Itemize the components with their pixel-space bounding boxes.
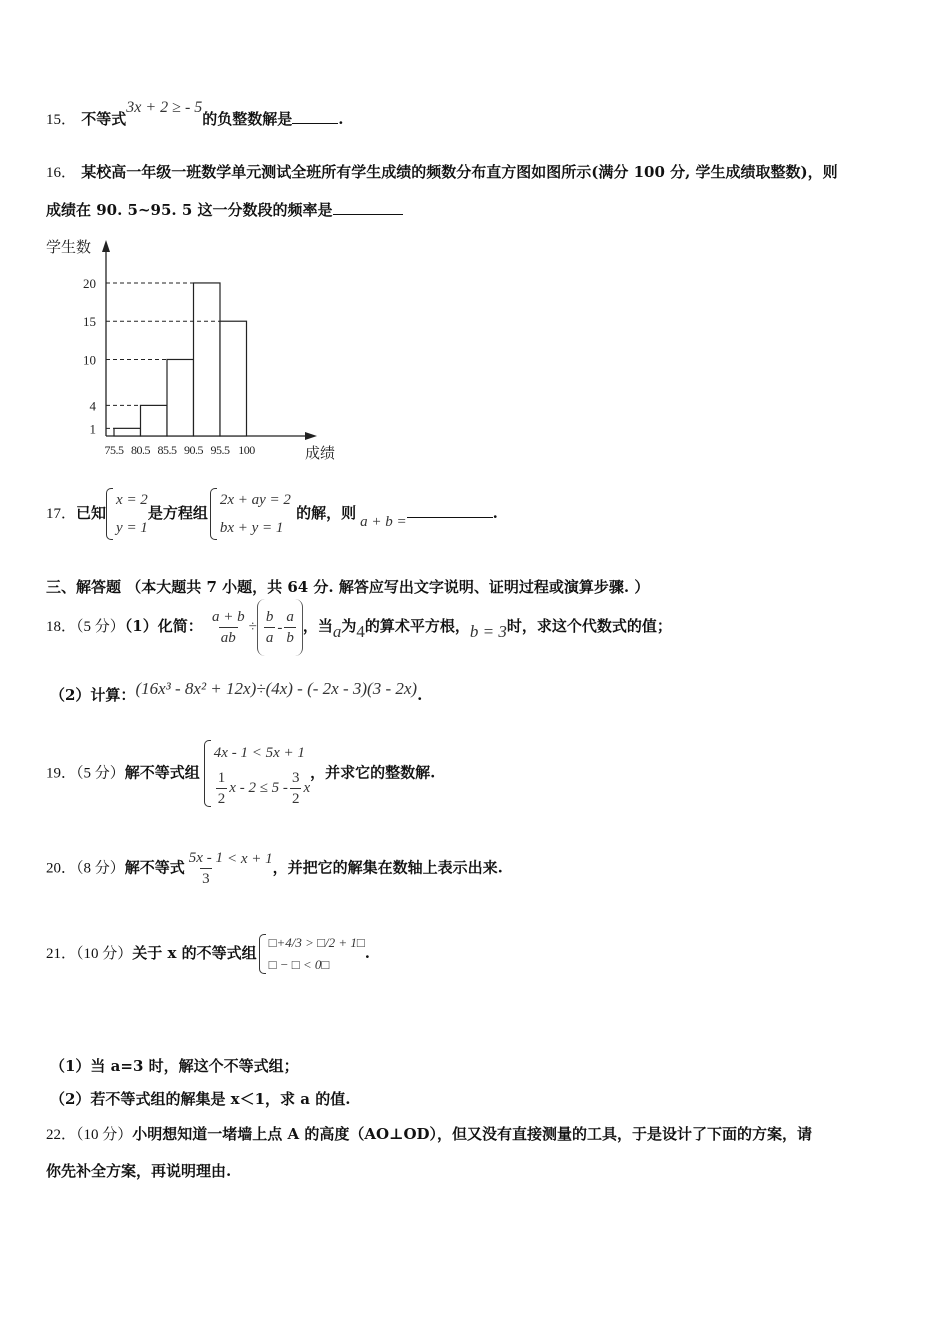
question-text: 某校高一年级一班数学单元测试全班所有学生成绩的频数分布直方图如图所示(满分 100 分, 学生成绩取整数)，则 <box>81 163 838 181</box>
question-21-sub1: （1）当 a=3 时，解这个不等式组； <box>50 1057 299 1075</box>
denominator: ab <box>219 627 238 648</box>
question-text: 解不等式组 <box>124 763 200 782</box>
question-number: 17． <box>46 506 77 522</box>
x-tick-label: 75.5 <box>104 443 124 457</box>
question-21-sub2: （2）若不等式组的解集是 x＜1，求 a 的值. <box>50 1090 351 1108</box>
points: （10 分） <box>76 946 133 962</box>
numerator: b <box>265 609 274 625</box>
question-19 <box>46 738 435 809</box>
histogram-bar <box>114 428 141 436</box>
question-16-line1 <box>46 161 838 182</box>
points: （5 分） <box>76 619 125 635</box>
fraction-5x-minus-1-over-3 <box>187 848 225 889</box>
denominator: 2 <box>216 788 228 809</box>
inequality-1: 4x - 1 < 5x + 1 <box>213 745 305 761</box>
question-text: 不等式 <box>81 110 127 128</box>
question-text: 已知 <box>76 504 107 522</box>
sum-expression: a + b = <box>360 514 407 530</box>
numerator: a <box>286 609 294 625</box>
answer-blank <box>407 503 493 518</box>
question-18-part1 <box>46 598 672 656</box>
answer-blank <box>292 109 338 124</box>
points: （8 分） <box>76 860 125 877</box>
period: . <box>338 110 344 128</box>
b-equals-3: b = 3 <box>469 622 507 641</box>
question-text: 时，求这个代数式的值； <box>506 617 672 635</box>
question-21 <box>46 932 370 976</box>
denominator: a <box>264 627 276 648</box>
question-22-line2: 你先补全方案，再说明理由. <box>46 1162 232 1180</box>
y-tick-label: 4 <box>89 398 96 414</box>
numerator: a + b <box>211 608 245 625</box>
question-number: 15． <box>46 112 77 128</box>
question-number: 18． <box>46 619 77 635</box>
divide-sign: ÷ <box>248 619 257 635</box>
question-text: ，当 <box>302 617 333 635</box>
solution-system <box>106 486 148 542</box>
answer-blank <box>333 200 403 215</box>
question-17 <box>46 486 498 542</box>
inequality-middle: x - 2 ≤ 5 - <box>229 780 288 796</box>
inequality-rhs: < x + 1 <box>226 850 273 867</box>
parenthesized-expression <box>257 599 303 656</box>
number-four: 4 <box>356 622 365 641</box>
question-text: 的解，则 <box>290 504 357 522</box>
inequality-2: □ − □ < 0□ <box>268 957 330 972</box>
inequality-system <box>259 932 365 976</box>
numerator: 3 <box>291 770 300 787</box>
numerator: 1 <box>217 770 226 787</box>
histogram-bar <box>141 405 168 436</box>
period: . <box>417 686 423 704</box>
minus-sign: - <box>277 619 283 636</box>
section-3-title: 三、解答题 （本大题共 7 小题，共 64 分. 解答应写出文字说明、证明过程或演算步骤. ） <box>46 578 650 596</box>
question-text: 关于 x 的不等式组 <box>132 944 257 962</box>
computation-expression: (16x³ - 8x² + 12x)÷(4x) - (- 2x - 3)(3 - 2x) <box>135 679 418 698</box>
histogram-bar <box>167 359 194 436</box>
fraction-three-halves <box>290 768 302 809</box>
points: （5 分） <box>76 765 125 782</box>
x-tick-label: 85.5 <box>157 443 177 457</box>
question-number: 20． <box>46 860 77 877</box>
inequality-1: □+4/3 > □/2 + 1□ <box>268 935 365 950</box>
y-tick-label: 15 <box>83 314 96 330</box>
period: . <box>492 504 498 522</box>
x-axis-title: 成绩 <box>305 446 336 462</box>
frequency-histogram <box>44 230 354 465</box>
question-text: 是方程组 <box>147 504 208 522</box>
histogram-bar <box>194 283 221 436</box>
equation-2: bx + y = 1 <box>219 520 284 536</box>
question-number: 19． <box>46 765 77 782</box>
y-tick-label: 20 <box>83 275 96 291</box>
equation-system <box>210 486 291 542</box>
fraction-one-half <box>216 768 228 809</box>
y-tick-label: 1 <box>89 421 96 437</box>
solution-y: y = 1 <box>116 520 148 536</box>
x-tick-label: 80.5 <box>131 443 150 457</box>
x-tick-label: 100 <box>238 443 255 457</box>
question-text: 为 <box>341 617 357 635</box>
question-text: ，并求它的整数解. <box>310 763 436 782</box>
question-15 <box>46 99 344 129</box>
x-axis-arrow <box>305 432 317 440</box>
question-22-line1 <box>46 1123 812 1144</box>
question-text: 小明想知道一堵墙上点 A 的高度（AO⊥OD），但又没有直接测量的工具，于是设计了下面的方案，请 <box>132 1125 813 1143</box>
y-tick-label: 10 <box>83 352 96 368</box>
question-number: 21． <box>46 946 77 962</box>
question-number: 16． <box>46 165 77 181</box>
numerator: 5x - 1 <box>188 850 223 866</box>
question-20 <box>46 848 503 889</box>
question-text: 成绩在 90. 5~95. 5 这一分数段的频率是 <box>46 201 333 219</box>
denominator: 2 <box>290 788 302 809</box>
points: （10 分） <box>76 1127 133 1143</box>
variable-x: x <box>303 780 311 796</box>
question-number: 22． <box>46 1127 77 1143</box>
question-text: 的负整数解是 <box>202 110 293 128</box>
question-text: 解不等式 <box>124 858 185 877</box>
x-tick-label: 90.5 <box>184 443 203 457</box>
denominator: 3 <box>200 868 212 889</box>
equation-1: 2x + ay = 2 <box>219 492 291 508</box>
question-text: 的算术平方根， <box>364 617 470 635</box>
fraction-a-over-b <box>284 607 296 648</box>
inequality-formula: 3x + 2 ≥ - 5 <box>126 99 203 116</box>
part-label: （2）计算： <box>50 686 136 704</box>
part-label: （1）化简： <box>124 617 203 635</box>
period: . <box>364 944 371 962</box>
question-18-part2 <box>50 679 423 705</box>
y-axis-title: 学生数 <box>46 240 92 256</box>
fraction-a-plus-b-over-ab <box>210 607 247 648</box>
solution-x: x = 2 <box>116 492 148 508</box>
variable-a: a <box>332 622 342 641</box>
denominator: b <box>284 627 296 648</box>
x-tick-label: 95.5 <box>210 443 230 457</box>
inequality-system <box>204 738 310 809</box>
histogram-bar <box>220 321 247 436</box>
question-text: ，并把它的解集在数轴上表示出来. <box>272 858 503 877</box>
question-16-line2 <box>46 199 403 220</box>
inequality-2 <box>214 768 310 809</box>
fraction-b-over-a <box>264 607 276 648</box>
y-axis-arrow <box>102 240 110 252</box>
